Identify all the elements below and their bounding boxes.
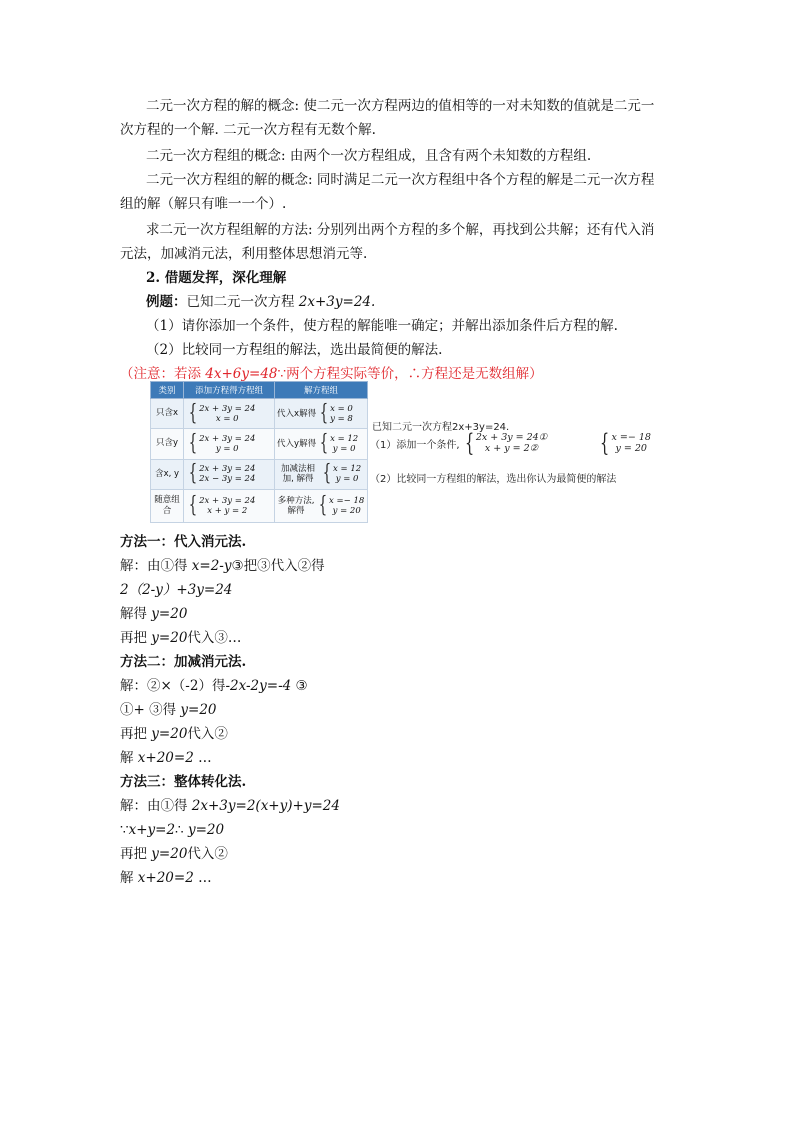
concept-system-solution-line2: 组的解（解只有唯一一个）.	[120, 196, 287, 212]
brace-icon: {	[319, 430, 329, 456]
table-row	[151, 399, 368, 429]
equation: y=20	[151, 846, 188, 862]
text: 解	[120, 870, 134, 886]
method3-title: 方法三：整体转化法.	[120, 774, 247, 790]
equation: 2x+3y=2(x+y)+y=24	[191, 798, 340, 814]
table-row	[151, 429, 368, 459]
category-table	[150, 381, 368, 523]
method2-line4	[120, 748, 212, 768]
text: 解：由①得	[120, 558, 188, 574]
row-eq1: 2x + 3y = 24	[199, 495, 256, 506]
row-sol1: x = 12	[333, 464, 362, 475]
text: 解：由①得	[120, 798, 188, 814]
table-header-system: 添加方程得方程组	[184, 382, 275, 399]
text: 再把	[120, 846, 147, 862]
text: 再把	[120, 630, 147, 646]
table-row	[151, 459, 368, 489]
table-header-solve: 解方程组	[275, 382, 368, 399]
text: 代入②	[187, 846, 228, 862]
row-sol2: y = 0	[335, 474, 359, 485]
side-note-given: 已知二元一次方程2x+3y=24.	[372, 422, 510, 433]
note-prefix: （注意：若添	[120, 366, 201, 382]
row-category: 只含y	[151, 429, 184, 459]
side-note-condition	[370, 429, 651, 457]
brace-icon: {	[188, 492, 198, 518]
side-condition-label: （1）添加一个条件,	[370, 439, 460, 451]
method2-line1	[120, 676, 308, 696]
row-sol2: y = 0	[332, 443, 356, 454]
row-eq1: 2x + 3y = 24	[199, 433, 256, 444]
row-category: 含x, y	[151, 459, 184, 489]
brace-icon: {	[600, 429, 610, 457]
table-row	[151, 489, 368, 522]
equation: y=20	[151, 606, 188, 622]
question-2: （2）比较同一方程组的解法，选出最简便的解法.	[146, 342, 443, 358]
row-category: 随意组合	[151, 489, 184, 522]
method1-line4	[120, 628, 241, 648]
row-method: 多种方法, 解得	[277, 495, 315, 516]
note-equation: 4x+6y=48	[205, 366, 278, 382]
row-method: 代入x解得	[277, 408, 317, 419]
equation: y=20	[180, 702, 217, 718]
equation: -2x-2y=-4	[225, 678, 292, 694]
method2-line3	[120, 724, 228, 744]
text: ∵	[120, 822, 129, 838]
table-header-category: 类别	[151, 382, 184, 399]
example-label: 例题：	[146, 294, 187, 310]
brace-icon: {	[319, 400, 329, 426]
side-sol1: x =− 18	[611, 432, 651, 443]
brace-icon: {	[188, 430, 198, 456]
row-eq1: 2x + 3y = 24	[199, 403, 256, 414]
equation: y=20	[187, 822, 225, 838]
method1-title: 方法一：代入消元法.	[120, 534, 247, 550]
brace-icon: {	[464, 429, 474, 457]
method3-line1	[120, 796, 340, 816]
category-table-image	[150, 381, 368, 523]
equation: x+20=2	[137, 870, 194, 886]
text: ①+ ③得	[120, 702, 177, 718]
row-sol1: x = 0	[330, 403, 353, 414]
method3-line2	[120, 820, 224, 840]
side-eq2: x + y = 2②	[484, 443, 539, 454]
equation: x+y=2	[128, 822, 176, 838]
text: 代入②	[187, 726, 228, 742]
method1-line2: 2（2-y）+3y=24	[120, 582, 233, 598]
note-suffix: ∵两个方程实际等价，∴方程还是无数组解）	[277, 366, 543, 382]
text: 解得	[120, 606, 147, 622]
method-overview-line2: 元法，加减消元法，利用整体思想消元等.	[120, 246, 368, 262]
text: …	[198, 870, 212, 886]
row-method: 代入y解得	[277, 438, 317, 449]
row-eq2: 2x − 3y = 24	[199, 474, 256, 485]
side-eq1: 2x + 3y = 24①	[475, 432, 548, 443]
equation: y=20	[151, 630, 188, 646]
brace-icon: {	[322, 461, 332, 487]
concept-system-solution-line1: 二元一次方程组的解的概念: 同时满足二元一次方程组中各个方程的解是二元一次方程	[146, 172, 655, 188]
method-overview-line1: 求二元一次方程组解的方法: 分别列出两个方程的多个解，再找到公共解；还有代入消	[146, 222, 655, 238]
equation: x=2-y	[191, 558, 232, 574]
side-sol2: y = 20	[615, 443, 647, 454]
example-text: 已知二元一次方程	[186, 294, 295, 310]
method2-line2	[120, 700, 217, 720]
concept-solution-line2: 次方程的一个解. 二元一次方程有无数个解.	[120, 122, 376, 138]
row-sol2: y = 20	[332, 505, 361, 516]
section-heading: 2. 借题发挥，深化理解	[146, 270, 287, 286]
text: 解：②×（-2）得	[120, 678, 226, 694]
method2-title: 方法二：加减消元法.	[120, 654, 247, 670]
text: 代入③…	[187, 630, 242, 646]
row-eq2: x = 0	[215, 413, 239, 424]
row-eq1: 2x + 3y = 24	[199, 464, 256, 475]
equation: y=20	[151, 726, 188, 742]
row-sol1: x =− 18	[329, 495, 365, 506]
example-equation: 2x+3y=24.	[298, 294, 376, 310]
brace-icon: {	[188, 400, 198, 426]
text: 解	[120, 750, 134, 766]
row-method: 加减法相加, 解得	[281, 464, 316, 485]
brace-icon: {	[318, 492, 328, 518]
row-sol1: x = 12	[330, 433, 359, 444]
text: …	[198, 750, 212, 766]
text: 再把	[120, 726, 147, 742]
concept-system: 二元一次方程组的概念: 由两个一次方程组成，且含有两个未知数的方程组.	[146, 148, 592, 164]
text: ③	[295, 678, 308, 694]
method3-line4	[120, 868, 212, 888]
method1-line3	[120, 604, 187, 624]
equation: x+20=2	[137, 750, 194, 766]
side-note-compare: （2）比较同一方程组的解法，选出你认为最简便的解法	[370, 474, 617, 485]
row-sol2: y = 8	[330, 413, 353, 424]
question-1: （1）请你添加一个条件，使方程的解能唯一确定；并解出添加条件后方程的解.	[146, 318, 618, 334]
method1-line1	[120, 556, 325, 576]
row-eq2: y = 0	[215, 443, 239, 454]
method3-line3	[120, 844, 228, 864]
row-category: 只含x	[151, 399, 184, 429]
text: ∴	[175, 822, 184, 838]
concept-solution-line1: 二元一次方程的解的概念: 使二元一次方程两边的值相等的一对未知数的值就是二元一	[146, 98, 655, 114]
example-line	[146, 292, 375, 312]
brace-icon: {	[188, 461, 198, 487]
text: ③把③代入②得	[231, 558, 325, 574]
row-eq2: x + y = 2	[207, 505, 248, 516]
